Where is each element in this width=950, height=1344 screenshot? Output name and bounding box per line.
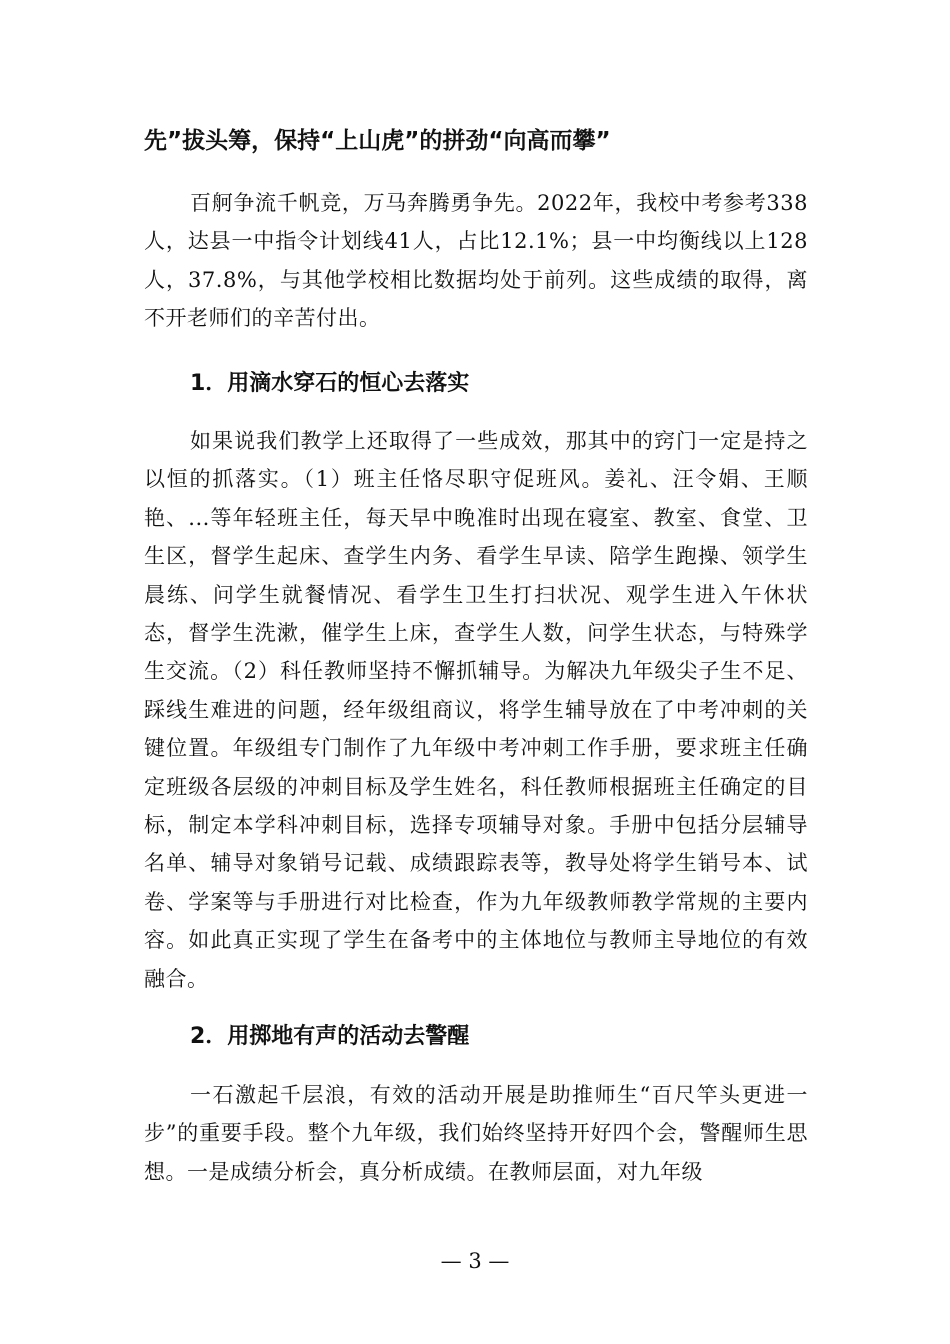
section-1-title: 1．用滴水穿石的恒心去落实 bbox=[190, 371, 470, 396]
page-number: — 3 — bbox=[440, 1249, 510, 1273]
paragraph-results: 百舸争流千帆竞，万马奔腾勇争先。2022年，我校中考参考338人，达县一中指令计划线41人，占比12.1%；县一中均衡线以上128人，37.8%，与其他学校相比数据均处于前列。这些成绩的取得，离不开老师们的辛苦付出。 bbox=[144, 191, 808, 331]
continuation-heading: 先”拔头筹，保持“上山虎”的拼劲“向高而攀” bbox=[144, 128, 611, 154]
paragraph-activities: 一石激起千层浪，有效的活动开展是助推师生“百尺竿头更进一步”的重要手段。整个九年级，我们始终坚持开好四个会，警醒师生思想。一是成绩分析会，真分析成绩。在教师层面，对九年级 bbox=[144, 1083, 808, 1184]
section-2-title: 2．用掷地有声的活动去警醒 bbox=[190, 1024, 470, 1049]
paragraph-implementation: 如果说我们教学上还取得了一些成效，那其中的窍门一定是持之以恒的抓落实。（1）班主任恪尽职守促班风。姜礼、汪令娟、王顺艳、...等年轻班主任，每天早中晚准时出现在寝室、教室、食堂、卫生区，督学生起床、查学生内务、看学生早读、陪学生跑操、领学生晨练、问学生就餐情况、看学生卫生打扫状况、观学生进入午休状态，督学生洗漱，催学生上床，查学生人数，问学生状态，与特殊学生交流。（2）科任教师坚持不懈抓辅导。为解决九年级尖子生不足、踩线生难进的问题，经年级组商议，将学生辅导放在了中考冲刺的关键位置。年级组专门制作了九年级中考冲刺工作手册，要求班主任确定班级各层级的冲刺目标及学生姓名，科任教师根据班主任确定的目标，制定本学科冲刺目标，选择专项辅导对象。手册中包括分层辅导名单、辅导对象销号记载、成绩跟踪表等，教导处将学生销号本、试卷、学案等与手册进行对比检查，作为九年级教师教学常规的主要内容。如此真正实现了学生在备考中的主体地位与教师主导地位的有效融合。 bbox=[144, 429, 808, 991]
